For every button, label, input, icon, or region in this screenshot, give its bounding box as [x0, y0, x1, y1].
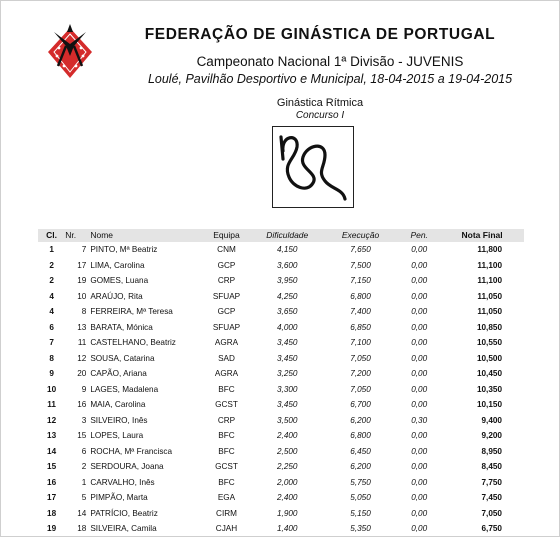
- penalty-cell: 0,00: [411, 260, 428, 270]
- rank-cell: 1: [49, 245, 54, 254]
- club-cell: BFC: [218, 384, 235, 394]
- penalty-cell: 0,00: [411, 291, 428, 301]
- execution-cell: 5,050: [350, 493, 371, 502]
- rank-cell: 9: [49, 369, 54, 378]
- final-score-cell: 10,150: [476, 400, 502, 409]
- difficulty-cell: 4,000: [276, 322, 298, 332]
- execution-cell: 6,200: [350, 462, 371, 471]
- number-cell: 14: [77, 508, 87, 518]
- penalty-cell: 0,00: [411, 400, 428, 409]
- rank-cell: 17: [47, 493, 57, 502]
- number-cell: 16: [77, 400, 87, 409]
- results-body: [38, 242, 524, 537]
- penalty-cell: 0,00: [411, 353, 428, 363]
- penalty-cell: 0,00: [411, 477, 428, 487]
- club-cell: CNM: [217, 245, 236, 254]
- athlete-name-cell: SOUSA, Catarina: [90, 353, 155, 363]
- number-cell: 3: [81, 415, 87, 425]
- difficulty-cell: 3,450: [276, 353, 298, 363]
- rank-cell: 15: [47, 462, 57, 471]
- execution-cell: 7,100: [350, 338, 371, 347]
- rank-cell: 13: [47, 431, 57, 440]
- execution-cell: 6,700: [350, 400, 371, 409]
- number-cell: 13: [77, 322, 87, 332]
- execution-cell: 7,200: [350, 369, 371, 378]
- col-header-name: Nome: [90, 229, 201, 242]
- execution-cell: 6,450: [350, 446, 371, 456]
- club-cell: GCST: [215, 400, 238, 409]
- difficulty-cell: 4,150: [276, 245, 298, 254]
- rank-cell: 11: [47, 400, 56, 409]
- rank-cell: 16: [47, 477, 57, 487]
- table-row: [38, 351, 524, 367]
- club-cell: CJAH: [215, 524, 238, 533]
- final-score-cell: 10,850: [476, 322, 502, 332]
- penalty-cell: 0,00: [411, 322, 428, 332]
- club-cell: SFUAP: [212, 322, 241, 332]
- execution-cell: 7,050: [350, 353, 371, 363]
- table-row: [38, 366, 524, 382]
- difficulty-cell: 2,250: [276, 462, 298, 471]
- table-row: [38, 428, 524, 444]
- championship-title: Campeonato Nacional 1ª Divisão - JUVENIS: [196, 54, 464, 69]
- rank-cell: 6: [49, 322, 54, 332]
- table-row: [38, 273, 524, 289]
- athlete-name-cell: SERDOURA, Joana: [90, 462, 164, 471]
- difficulty-cell: 2,500: [276, 446, 298, 456]
- final-score-cell: 8,450: [481, 462, 502, 471]
- rank-cell: 2: [49, 276, 54, 285]
- final-score-cell: 7,750: [481, 477, 502, 487]
- club-cell: CIRM: [216, 508, 237, 518]
- penalty-cell: 0,00: [411, 446, 428, 456]
- difficulty-cell: 2,400: [276, 431, 298, 440]
- number-cell: 5: [81, 493, 87, 502]
- club-cell: CRP: [217, 415, 236, 425]
- difficulty-cell: 3,250: [276, 369, 298, 378]
- difficulty-cell: 3,650: [276, 307, 298, 316]
- execution-cell: 6,800: [350, 431, 371, 440]
- penalty-cell: 0,00: [411, 369, 428, 378]
- athlete-name-cell: PINTO, Mª Beatriz: [90, 245, 158, 254]
- col-header-penalty: Pen.: [398, 229, 440, 242]
- final-score-cell: 8,950: [481, 446, 502, 456]
- number-cell: 17: [77, 260, 87, 270]
- athlete-name-cell: CASTELHANO, Beatriz: [90, 338, 176, 347]
- number-cell: 6: [81, 446, 87, 456]
- table-row: [38, 506, 524, 522]
- final-score-cell: 10,350: [476, 384, 502, 394]
- number-cell: 11: [77, 338, 87, 347]
- athlete-name-cell: ROCHA, Mª Francisca: [90, 446, 173, 456]
- penalty-cell: 0,00: [411, 493, 428, 502]
- col-header-cl: Cl.: [38, 229, 65, 242]
- difficulty-cell: 3,950: [276, 276, 298, 285]
- table-row: [38, 289, 524, 305]
- rank-cell: 10: [47, 384, 57, 394]
- penalty-cell: 0,00: [411, 245, 428, 254]
- penalty-cell: 0,00: [411, 431, 428, 440]
- club-cell: CRP: [217, 276, 236, 285]
- rank-cell: 8: [49, 353, 54, 363]
- rank-cell: 19: [47, 524, 57, 533]
- athlete-name-cell: LIMA, Carolina: [90, 260, 145, 270]
- final-score-cell: 9,400: [481, 415, 502, 425]
- athlete-name-cell: CARVALHO, Inês: [90, 477, 155, 487]
- athlete-name-cell: GOMES, Luana: [90, 276, 149, 285]
- contest-label: Concurso I: [295, 110, 345, 121]
- rank-cell: 14: [47, 446, 57, 456]
- final-score-cell: 6,750: [481, 524, 502, 533]
- table-row: [38, 490, 524, 506]
- table-row: [38, 320, 524, 336]
- ribbon-apparatus-icon: [272, 126, 354, 208]
- execution-cell: 7,650: [350, 245, 371, 254]
- club-cell: BFC: [218, 446, 235, 456]
- final-score-cell: 10,500: [476, 353, 502, 363]
- number-cell: 18: [77, 524, 87, 533]
- club-cell: SFUAP: [212, 291, 241, 301]
- final-score-cell: 10,450: [476, 369, 502, 378]
- athlete-name-cell: ARAÚJO, Rita: [90, 291, 143, 301]
- number-cell: 15: [77, 431, 87, 440]
- col-header-execution: Execução: [323, 229, 398, 242]
- difficulty-cell: 3,450: [276, 400, 298, 409]
- table-row: [38, 258, 524, 274]
- number-cell: 20: [77, 369, 87, 378]
- penalty-cell: 0,00: [411, 524, 428, 533]
- table-row: [38, 304, 524, 320]
- execution-cell: 5,150: [350, 508, 371, 518]
- table-header-row: [38, 229, 524, 242]
- difficulty-cell: 3,300: [276, 384, 298, 394]
- difficulty-cell: 2,400: [276, 493, 298, 502]
- rank-cell: 4: [49, 291, 54, 301]
- penalty-cell: 0,30: [411, 415, 428, 425]
- difficulty-cell: 3,450: [276, 338, 298, 347]
- rank-cell: 12: [47, 415, 57, 425]
- number-cell: 19: [77, 276, 87, 285]
- final-score-cell: 11,100: [477, 260, 502, 270]
- number-cell: 7: [81, 245, 87, 254]
- athlete-name-cell: LOPES, Laura: [90, 431, 144, 440]
- club-cell: AGRA: [214, 369, 239, 378]
- federation-title: FEDERAÇÃO DE GINÁSTICA DE PORTUGAL: [144, 26, 496, 43]
- execution-cell: 6,200: [350, 415, 371, 425]
- final-score-cell: 11,050: [477, 307, 502, 316]
- table-row: [38, 397, 524, 413]
- table-row: [38, 475, 524, 491]
- club-cell: EGA: [217, 493, 236, 502]
- rank-cell: 4: [49, 307, 54, 316]
- rank-cell: 2: [49, 260, 54, 270]
- table-row: [38, 382, 524, 398]
- final-score-cell: 11,800: [477, 245, 502, 254]
- athlete-name-cell: BARATA, Mónica: [90, 322, 153, 332]
- athlete-name-cell: FERREIRA, Mª Teresa: [90, 307, 173, 316]
- club-cell: BFC: [218, 477, 235, 487]
- athlete-name-cell: SILVEIRA, Camila: [90, 524, 157, 533]
- final-score-cell: 11,050: [477, 291, 502, 301]
- difficulty-cell: 4,250: [276, 291, 298, 301]
- athlete-name-cell: MAIA, Carolina: [90, 400, 146, 409]
- number-cell: 2: [81, 462, 87, 471]
- final-score-cell: 9,200: [481, 431, 502, 440]
- final-score-cell: 10,550: [476, 338, 502, 347]
- execution-cell: 6,800: [350, 291, 371, 301]
- penalty-cell: 0,00: [411, 462, 428, 471]
- difficulty-cell: 2,000: [276, 477, 298, 487]
- athlete-name-cell: CAPÃO, Ariana: [90, 369, 147, 378]
- penalty-cell: 0,00: [411, 307, 428, 316]
- difficulty-cell: 3,600: [276, 260, 298, 270]
- venue-dates: Loulé, Pavilhão Desportivo e Municipal, 18-04-2015 a 19-04-2015: [147, 72, 513, 86]
- execution-cell: 5,350: [350, 524, 371, 533]
- execution-cell: 7,050: [350, 384, 371, 394]
- club-cell: BFC: [218, 431, 235, 440]
- athlete-name-cell: LAGES, Madalena: [90, 384, 159, 394]
- execution-cell: 6,850: [350, 322, 371, 332]
- number-cell: 12: [77, 353, 87, 363]
- club-cell: SAD: [218, 353, 235, 363]
- execution-cell: 7,500: [350, 260, 371, 270]
- discipline-label: Ginástica Rítmica: [276, 97, 364, 109]
- final-score-cell: 7,050: [481, 508, 502, 518]
- execution-cell: 7,400: [350, 307, 371, 316]
- number-cell: 8: [81, 307, 87, 316]
- rank-cell: 7: [49, 338, 54, 347]
- col-header-final: Nota Final: [440, 229, 524, 242]
- athlete-name-cell: PATRÍCIO, Beatriz: [90, 508, 158, 518]
- difficulty-cell: 1,900: [276, 508, 298, 518]
- table-row: [38, 242, 524, 258]
- col-header-club: Equipa: [201, 229, 251, 242]
- rank-cell: 18: [47, 508, 57, 518]
- penalty-cell: 0,00: [411, 384, 428, 394]
- penalty-cell: 0,00: [411, 508, 428, 518]
- table-row: [38, 521, 524, 537]
- club-cell: GCP: [217, 307, 236, 316]
- federation-logo-icon: [44, 22, 96, 84]
- table-row: [38, 413, 524, 429]
- results-table: [38, 229, 524, 537]
- execution-cell: 7,150: [350, 276, 371, 285]
- table-row: [38, 335, 524, 351]
- table-row: [38, 459, 524, 475]
- number-cell: 10: [77, 291, 87, 301]
- difficulty-cell: 3,500: [276, 415, 298, 425]
- athlete-name-cell: PIMPÃO, Marta: [90, 493, 148, 502]
- execution-cell: 5,750: [350, 477, 371, 487]
- number-cell: 9: [81, 384, 87, 394]
- club-cell: AGRA: [214, 338, 239, 347]
- penalty-cell: 0,00: [411, 338, 428, 347]
- col-header-nr: Nr.: [65, 229, 90, 242]
- final-score-cell: 11,100: [477, 276, 502, 285]
- club-cell: GCST: [215, 462, 238, 471]
- athlete-name-cell: SILVEIRO, Inês: [90, 415, 148, 425]
- table-row: [38, 444, 524, 460]
- difficulty-cell: 1,400: [276, 524, 298, 533]
- penalty-cell: 0,00: [411, 276, 428, 285]
- final-score-cell: 7,450: [481, 493, 502, 502]
- col-header-difficulty: Dificuldade: [252, 229, 323, 242]
- number-cell: 1: [81, 477, 87, 487]
- club-cell: GCP: [217, 260, 236, 270]
